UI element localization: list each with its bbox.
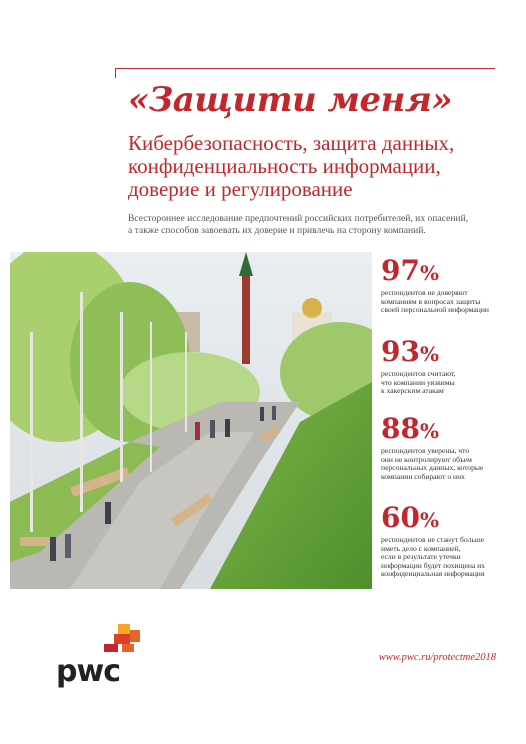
subtitle-line: Кибербезопасность, защита данных, bbox=[128, 131, 455, 155]
stat-60 bbox=[381, 503, 516, 579]
subtitle-line: конфиденциальность информации, bbox=[128, 154, 441, 178]
page-subtitle bbox=[128, 132, 508, 201]
intro-line: а также способов завоевать их доверие и привлечь на сторону компаний. bbox=[128, 225, 426, 236]
stat-value: 97% bbox=[381, 254, 439, 287]
page-title: «Защити меня» bbox=[128, 80, 453, 120]
stat-description: респондентов не доверяют компаниям в вопросах защиты своей персональной информации bbox=[381, 288, 489, 315]
subtitle-line: доверие и регулирование bbox=[128, 177, 353, 201]
stat-value: 60% bbox=[381, 501, 439, 534]
intro-line: Всестороннее исследование предпочтений российских потребителей, их опасений, bbox=[128, 213, 469, 224]
stat-description: респондентов не станут больше иметь дело с компанией, если в результате утечки информации будет похищена их конфиденциальная информация bbox=[381, 535, 486, 579]
pwc-wordmark: pwc bbox=[56, 654, 120, 689]
park-photo bbox=[10, 252, 372, 589]
intro-text bbox=[128, 213, 508, 237]
header-rule-tick bbox=[115, 68, 116, 78]
stat-value: 88% bbox=[381, 412, 439, 445]
stat-description: респондентов уверены, что они не контролируют объем персональных данных, которые компании собирают о них bbox=[381, 446, 484, 481]
stat-description: респондентов считают, что компании уязвимы к хакерским атакам bbox=[381, 369, 456, 396]
header-rule bbox=[115, 68, 495, 69]
stat-97 bbox=[381, 256, 516, 315]
stat-value: 93% bbox=[381, 335, 439, 368]
website-link[interactable]: www.pwc.ru/protectme2018 bbox=[378, 652, 496, 663]
stat-88 bbox=[381, 414, 516, 481]
stat-93 bbox=[381, 337, 516, 396]
